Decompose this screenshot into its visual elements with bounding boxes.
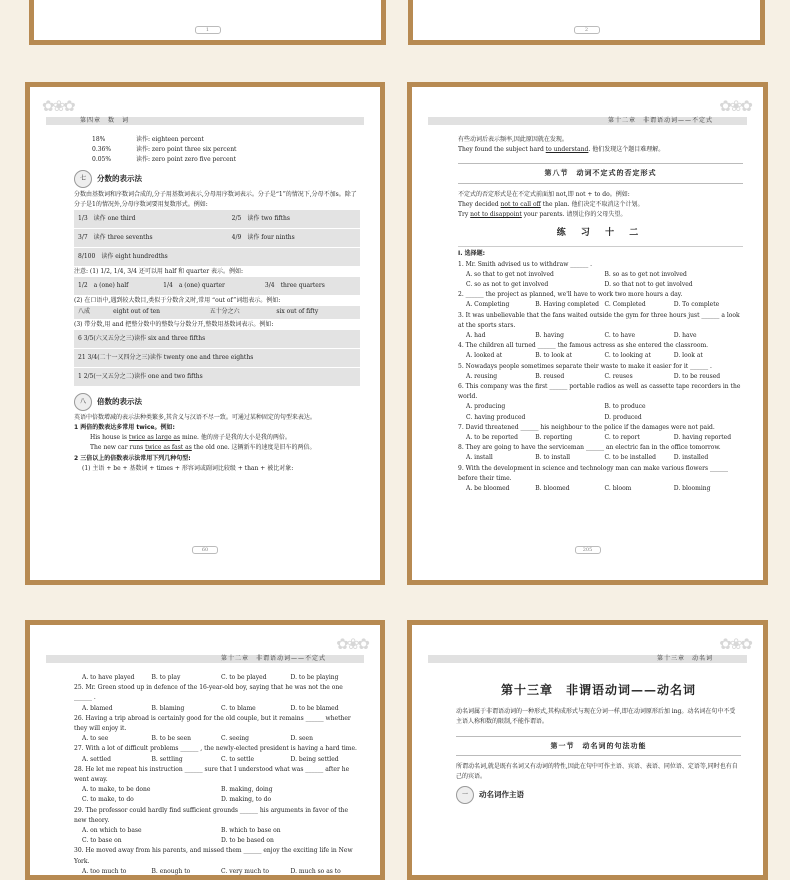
section-heading: 八 倍数的表示法 xyxy=(74,393,360,411)
section-number-icon: 一 xyxy=(456,786,474,804)
header-title: 第十二章 非谓语动词——不定式 xyxy=(607,117,713,124)
option-row xyxy=(458,433,743,443)
option: C. to report xyxy=(604,434,640,442)
flower-decoration-icon: ✿❀✿ xyxy=(336,635,368,653)
page-header xyxy=(428,109,747,125)
option: A. settled xyxy=(82,755,111,763)
half-table: 1/2 a (one) half 1/4 a (one) quarter 3/4 three quarters xyxy=(74,277,360,296)
paragraph: 动名词属于非谓语动词的一种形式,其构成形式与现在分词一样,即在动词原形后加 ing。动名词在句中不受主语人称和数的限制,不能作谓语。 xyxy=(456,708,736,726)
question: 29. The professor could hardly find sufficient grounds ______ his arguments in favor of the new theory. xyxy=(74,806,349,824)
question: 27. With a lot of difficult problems ______ , the newly-elected president is having a hard time. xyxy=(74,745,357,753)
option: A. producing xyxy=(466,403,506,411)
option: D. to be blamed xyxy=(290,704,339,712)
option-row xyxy=(458,453,743,463)
question: 3. It was unbelievable that the fans waited outside the gym for three hours just ______ a look at the sports stars. xyxy=(458,311,740,329)
option: D. seen xyxy=(290,735,313,743)
option: B. to look at xyxy=(535,352,573,360)
paragraph: 不定式的否定形式是在不定式前面加 not,即 not + to do。例如: xyxy=(458,190,630,198)
option-row xyxy=(74,673,360,683)
page-frame-3 xyxy=(25,82,385,585)
question: 2. ______ the project as planned, we'll have to work two more hours a day. xyxy=(458,291,683,299)
page-content xyxy=(74,135,360,474)
option: D. to be playing xyxy=(290,674,339,681)
option: C. Completed xyxy=(604,301,646,309)
option: A. blamed xyxy=(82,704,113,712)
book-page-2 xyxy=(413,0,760,40)
option: C. to blame xyxy=(221,704,256,712)
option: C. to looking at xyxy=(604,352,651,360)
section-number-icon: 七 xyxy=(74,170,92,188)
book-page-6 xyxy=(412,625,763,875)
question: 28. He let me repeat his instruction ______ sure that I understood what was ______ after he went away. xyxy=(74,765,350,784)
option: B. reporting xyxy=(535,434,573,442)
option: A. too much to xyxy=(82,867,127,875)
note: (2) 在口语中,遇到较大数目,类似于分数含义时,常用 “out of”词组表示。例如: xyxy=(74,297,281,305)
percent-line: 18% 读作: eighteen percent xyxy=(92,136,204,143)
question: 7. David threatened ______ his neighbour to the police if the damages were not paid. xyxy=(458,423,715,431)
option: C. to make, to do xyxy=(82,796,134,804)
chapter-title: 第十三章 非谓语动词——动名词 xyxy=(500,683,696,697)
page-header xyxy=(428,647,747,663)
header-title: 第十三章 动名词 xyxy=(656,655,713,662)
percent-line: 0.05% 读作: zero point zero five percent xyxy=(92,156,236,164)
option: C. very much to xyxy=(221,867,270,875)
mixed-fraction-table: 6 3/5(六又五分之三)读作 six and three fifths 21 3/4(二十一又四分之三)读作 twenty one and three eighths 1 2/5(一又五分之二)读作 one and two fifths xyxy=(74,330,360,387)
book-page-5 xyxy=(30,625,380,875)
question-list xyxy=(458,260,743,495)
section-title: 第一节 动名词的句法功能 xyxy=(456,736,741,756)
option: C. to settle xyxy=(221,755,255,763)
option: C. to be installed xyxy=(604,454,657,462)
section-heading: 七 分数的表示法 xyxy=(74,170,360,188)
option-row xyxy=(458,402,743,412)
option: C. to base on xyxy=(82,837,122,845)
percent-line: 0.36% 读作: zero point three six percent xyxy=(92,146,237,154)
paragraph: 英语中倍数增减的表示法种类繁多,其含义与汉语不尽一致。可通过某种固定的句型来表达。 xyxy=(74,413,316,421)
option-row xyxy=(74,734,360,744)
question: 1. Mr. Smith advised us to withdraw ______ . xyxy=(458,260,593,268)
flower-decoration-icon: ✿❀✿ xyxy=(719,97,751,115)
example-sentence: His house is twice as large as mine. 他的房子是我的大小是我的两倍。 xyxy=(90,434,291,442)
out-of-table: 八成 eight out of ten 五十分之六 six out of fifty xyxy=(74,306,360,319)
question: 8. They are going to have the serviceman ______ an electric fan in the office tomorrow. xyxy=(458,444,721,452)
page-number: 1 xyxy=(195,26,221,34)
page-frame-1 xyxy=(29,0,386,45)
subheading: 2 三倍以上的倍数表示法常用下列几种句型: xyxy=(74,454,191,462)
option-row xyxy=(458,280,743,290)
note: 注意: (1) 1/2, 1/4, 3/4 还可以用 half 和 quarter 表示。例如: xyxy=(74,268,244,276)
paragraph: 分数由基数词和序数词合成的,分子用基数词表示,分母用序数词表示。分子是“1”的情况下,分母不加s。除了分子是1的情况外,分母序数词要用复数形式。例如: xyxy=(74,190,357,208)
page-content xyxy=(456,677,741,806)
option-row xyxy=(74,795,360,805)
option: A. install xyxy=(466,454,493,462)
option: B. to play xyxy=(151,674,181,681)
option-row xyxy=(458,484,743,494)
option: A. to be reported xyxy=(466,434,518,442)
option: D. produced xyxy=(604,413,642,421)
option: B. to produce xyxy=(604,403,646,411)
option-row xyxy=(74,755,360,765)
option-row xyxy=(74,826,360,836)
formula: (1) 主语 + be + 基数词 + times + 形容词或副词比较级 + than + 被比对象: xyxy=(82,464,294,472)
option: C. to be played xyxy=(221,674,267,681)
example-sentence: They found the subject hard to understand. 他们发现这个题目难理解。 xyxy=(458,146,665,154)
fraction-table: 1/3 读作 one third 2/5 读作 two fifths 3/7 读作 three sevenths 4/9 读作 four ninths 8/100 读作 eight hundredths xyxy=(74,210,360,267)
flower-decoration-icon: ✿❀✿ xyxy=(42,97,74,115)
option: B. to be seen xyxy=(151,735,191,743)
option: C. bloom xyxy=(604,485,632,493)
part-heading: Ⅰ. 选择题: xyxy=(458,246,743,259)
option: B. which to base on xyxy=(221,827,281,835)
option-row xyxy=(458,372,743,382)
header-title: 第十二章 非谓语动词——不定式 xyxy=(220,655,326,662)
option: D. so that not to get involved xyxy=(604,281,693,289)
option: B. reused xyxy=(535,372,565,380)
option: B. bloomed xyxy=(535,485,570,493)
option: D. to be based on xyxy=(221,837,274,845)
option: A. be bloomed xyxy=(466,485,510,493)
section-heading: 一 动名词作主语 xyxy=(456,786,741,804)
section-number-icon: 八 xyxy=(74,393,92,411)
page-number: 205 xyxy=(575,546,601,554)
option: A. looked at xyxy=(466,352,503,360)
option: B. Having completed xyxy=(535,301,599,309)
question: 25. Mr. Green stood up in defence of the 16-year-old boy, saying that he was not the one ______ . xyxy=(74,684,343,702)
example-sentence: They decided not to call off the plan. 他们决定不取消这个计划。 xyxy=(458,200,644,208)
question: 9. With the development in science and technology man can make various flowers ______ before their time. xyxy=(458,464,728,482)
exercise-title: 练 习 十 二 xyxy=(556,228,645,239)
option-row xyxy=(458,413,743,423)
book-page-1 xyxy=(34,0,381,40)
option: A. on which to base xyxy=(82,827,142,835)
book-page-4 xyxy=(412,87,763,580)
option: B. settling xyxy=(151,755,183,763)
option: B. making, doing xyxy=(221,786,273,794)
option: A. Completing xyxy=(466,301,510,309)
option-row xyxy=(458,331,743,341)
option: D. much so as to xyxy=(290,867,341,875)
option: B. so as to get not involved xyxy=(604,270,687,278)
question: 30. He moved away from his parents, and missed them ______ enjoy the exciting life in New York. xyxy=(74,847,353,865)
page-frame-6 xyxy=(407,620,768,880)
option-row xyxy=(458,270,743,280)
option: D. being settled xyxy=(290,755,339,763)
option: A. to make, to be done xyxy=(82,786,151,794)
page-content xyxy=(74,673,360,875)
paragraph: 有些动词后表示频率,因此原因就在发现。 xyxy=(458,136,568,143)
page-number: 2 xyxy=(574,26,600,34)
option-row xyxy=(458,300,743,310)
option: B. blaming xyxy=(151,704,185,712)
option: D. have xyxy=(673,332,697,340)
note: (3) 带分数,用 and 把整分数中的整数与分数分开,整数用基数词表示。例如: xyxy=(74,320,274,328)
option: C. to have xyxy=(604,332,636,340)
option: D. To complete xyxy=(673,301,720,309)
option-row xyxy=(74,867,360,875)
page-header xyxy=(46,109,364,125)
option: D. to be reused xyxy=(673,372,721,380)
example-sentence: Try not to disappoint your parents. 请别让你的父母失望。 xyxy=(458,211,627,219)
option: A. reusing xyxy=(466,372,498,380)
paragraph: 所谓动名词,就是既有名词又有动词的特性,因此在句中可作主语、宾语、表语、同位语、定语等,同时也有自己的宾语。 xyxy=(456,762,738,781)
option: A. so that to get not involved xyxy=(466,270,554,278)
question: 6. This company was the first ______ portable radios as well as cassette tape recorders in the world. xyxy=(458,383,741,401)
option-row xyxy=(74,704,360,714)
option: B. to install xyxy=(535,454,571,462)
section-title: 第八节 动词不定式的否定形式 xyxy=(458,163,743,183)
question: 26. Having a trip abroad is certainly good for the old couple, but it remains ______ whether they will enjoy it. xyxy=(74,714,351,733)
option-row xyxy=(74,836,360,846)
option: C. reuses xyxy=(604,372,633,380)
page-frame-4 xyxy=(407,82,768,585)
option-row xyxy=(458,351,743,361)
option: D. blooming xyxy=(673,485,711,493)
option-row xyxy=(74,785,360,795)
question: 4. The children all turned ______ the famous actress as she entered the classroom. xyxy=(458,342,709,350)
option: D. making, to do xyxy=(221,796,272,804)
page-frame-2 xyxy=(408,0,765,45)
option: D. look at xyxy=(673,352,703,360)
option: C. seeing xyxy=(221,735,249,743)
option: A. to see xyxy=(82,735,109,743)
option: A. to have played xyxy=(82,674,135,681)
option: A. had xyxy=(466,332,486,340)
option: D. installed xyxy=(673,454,709,462)
flower-decoration-icon: ✿❀✿ xyxy=(719,635,751,653)
question: 5. Nowadays people sometimes separate their waste to make it easier for it ______ . xyxy=(458,362,712,370)
option: B. enough to xyxy=(151,867,191,875)
page-content xyxy=(458,135,743,494)
example-sentence: The new car runs twice as fast as the old one. 这辆新车的速度是旧车的两倍。 xyxy=(90,444,316,452)
page-frame-5 xyxy=(25,620,385,880)
book-page-3 xyxy=(30,87,380,580)
option: C. so as not to get involved xyxy=(466,281,549,289)
option: B. having xyxy=(535,332,564,340)
subheading: 1 两倍的数表达多常用 twice。例如: xyxy=(74,424,175,432)
page-header xyxy=(46,647,364,663)
option: C. having produced xyxy=(466,413,526,421)
option: D. having reported xyxy=(673,434,732,442)
page-number: 60 xyxy=(192,546,218,554)
header-title: 第四章 数 词 xyxy=(80,117,130,124)
